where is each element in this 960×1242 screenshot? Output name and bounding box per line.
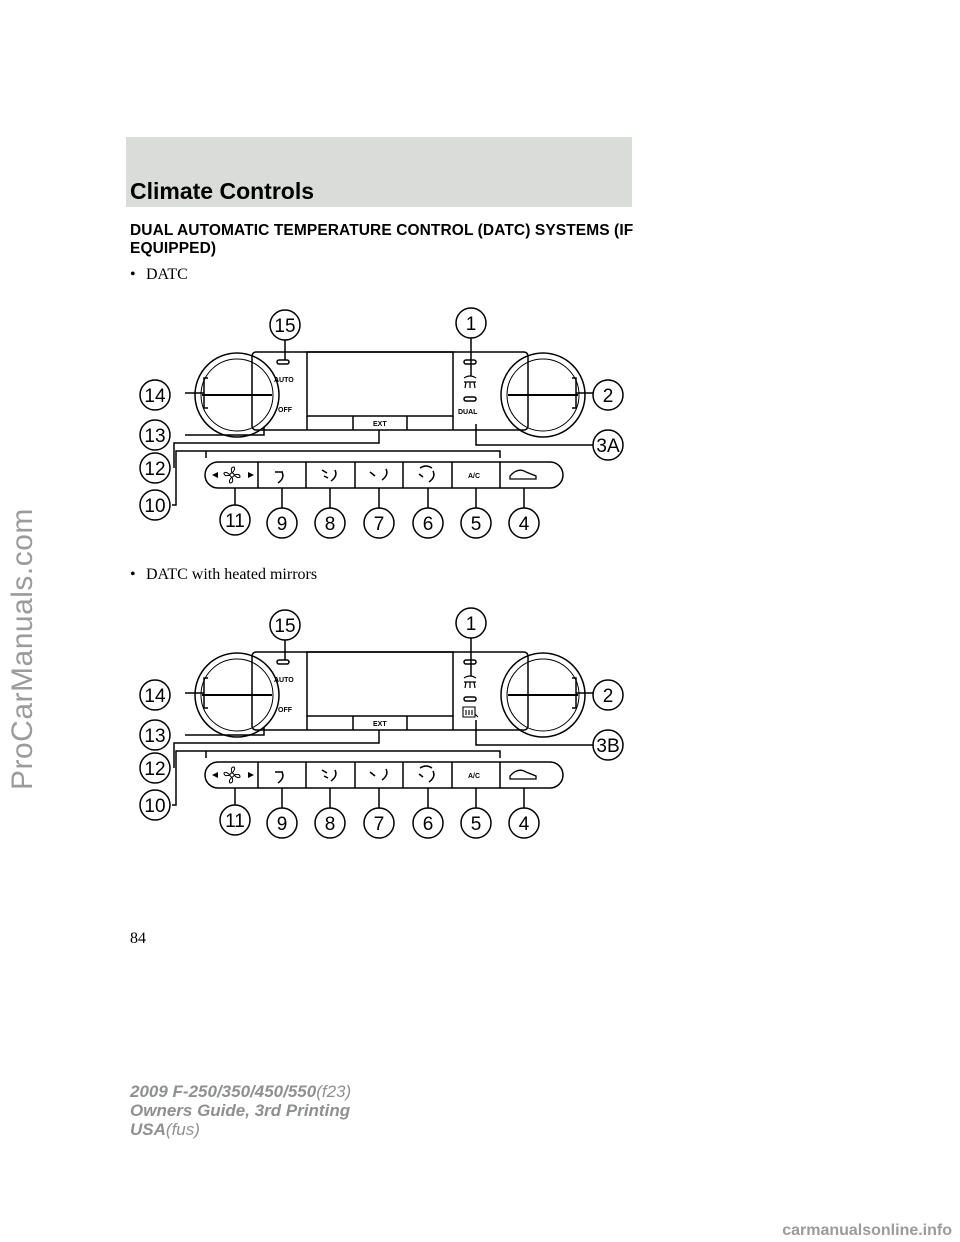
section-heading: DUAL AUTOMATIC TEMPERATURE CONTROL (DATC) SYSTEMS (IF EQUIPPED) xyxy=(130,222,634,257)
bullet-text: DATC xyxy=(146,266,188,283)
ext-label: EXT xyxy=(373,721,387,728)
callout-15: 15 xyxy=(274,316,296,337)
bottom-watermark: carmanualsonline.info xyxy=(782,1222,952,1239)
dual-indicator xyxy=(464,397,476,401)
panel-floor-mode-icon xyxy=(322,770,336,781)
leader-line-10 xyxy=(172,751,500,805)
panel-mode-icon xyxy=(275,772,283,783)
ac-label: A/C xyxy=(468,773,481,780)
page-number: 84 xyxy=(130,930,146,947)
callout-4: 4 xyxy=(518,814,530,835)
callout-2: 2 xyxy=(602,686,614,707)
bullet-datc-heated-mirrors xyxy=(130,566,317,584)
datc-diagram-svg xyxy=(130,300,650,550)
callout-14: 14 xyxy=(144,686,166,707)
callout-6: 6 xyxy=(422,514,434,535)
callout-3a: 3A xyxy=(596,436,620,457)
recirculation-icon xyxy=(510,470,536,479)
front-defrost-icon xyxy=(464,676,476,688)
footer-market: USA xyxy=(130,1120,166,1139)
bullet-dot: • xyxy=(130,266,136,283)
center-panel xyxy=(252,652,528,730)
dual-label: DUAL xyxy=(458,409,478,416)
display-screen xyxy=(307,652,453,716)
auto-indicator xyxy=(277,360,289,364)
callout-7: 7 xyxy=(373,814,385,835)
footer-market-code: (fus) xyxy=(165,1120,200,1139)
fan-icon xyxy=(224,467,240,483)
ext-label: EXT xyxy=(373,421,387,428)
leader-line-10 xyxy=(172,451,500,505)
panel-mode-icon xyxy=(275,472,283,483)
floor-mode-icon xyxy=(370,769,387,780)
callout-11: 11 xyxy=(225,811,245,832)
off-label: OFF xyxy=(278,407,292,414)
callout-5: 5 xyxy=(470,814,482,835)
fan-decrease-arrow-icon xyxy=(212,472,218,478)
callout-14: 14 xyxy=(144,386,166,407)
bullet-datc xyxy=(130,266,188,284)
defrost-indicator xyxy=(464,660,476,664)
callout-3b: 3B xyxy=(596,736,620,757)
callout-15: 15 xyxy=(274,616,296,637)
callout-8: 8 xyxy=(324,814,336,835)
callout-8: 8 xyxy=(324,514,336,535)
floor-mode-icon xyxy=(370,469,387,480)
off-label: OFF xyxy=(278,707,292,714)
footer xyxy=(130,1082,351,1139)
callout-4: 4 xyxy=(518,514,530,535)
callout-12: 12 xyxy=(144,759,166,780)
floor-defrost-mode-icon xyxy=(419,766,434,782)
center-panel xyxy=(252,352,528,430)
callout-1: 1 xyxy=(465,314,477,335)
datc-heated-mirrors-diagram xyxy=(130,600,650,850)
panel-floor-mode-icon xyxy=(322,470,336,481)
floor-defrost-mode-icon xyxy=(419,466,434,482)
rear-defrost-heated-mirrors-icon xyxy=(463,707,478,717)
callout-10: 10 xyxy=(144,496,166,517)
auto-label: AUTO xyxy=(274,677,294,684)
callout-7: 7 xyxy=(373,514,385,535)
auto-indicator xyxy=(277,660,289,664)
fan-decrease-arrow-icon xyxy=(212,772,218,778)
fan-increase-arrow-icon xyxy=(248,772,254,778)
footer-line-2: Owners Guide, 3rd Printing xyxy=(130,1101,351,1120)
callout-11: 11 xyxy=(225,511,245,532)
bullet-dot: • xyxy=(130,566,136,583)
callout-12: 12 xyxy=(144,459,166,480)
footer-line-3 xyxy=(130,1120,351,1139)
callout-13: 13 xyxy=(144,426,166,447)
defrost-indicator xyxy=(464,360,476,364)
callout-13: 13 xyxy=(144,726,166,747)
callout-1: 1 xyxy=(465,614,477,635)
datc-diagram xyxy=(130,300,650,550)
auto-label: AUTO xyxy=(274,377,294,384)
footer-line-1 xyxy=(130,1082,351,1101)
recirculation-icon xyxy=(510,770,536,779)
footer-model: 2009 F-250/350/450/550 xyxy=(130,1082,317,1101)
callout-5: 5 xyxy=(470,514,482,535)
callout-6: 6 xyxy=(422,814,434,835)
datc-heated-mirrors-diagram-svg xyxy=(130,600,650,850)
footer-model-code: (f23) xyxy=(316,1082,352,1101)
ac-label: A/C xyxy=(468,473,481,480)
fan-icon xyxy=(224,767,240,783)
side-watermark: ProCarManuals.com xyxy=(6,508,39,790)
rear-defrost-indicator xyxy=(464,697,476,701)
callout-10: 10 xyxy=(144,796,166,817)
fan-increase-arrow-icon xyxy=(248,472,254,478)
callout-9: 9 xyxy=(276,514,288,535)
front-defrost-icon xyxy=(464,376,476,388)
callout-9: 9 xyxy=(276,814,288,835)
display-screen xyxy=(307,352,453,416)
page-title: Climate Controls xyxy=(130,178,315,204)
callout-2: 2 xyxy=(602,386,614,407)
bullet-text: DATC with heated mirrors xyxy=(146,566,318,583)
